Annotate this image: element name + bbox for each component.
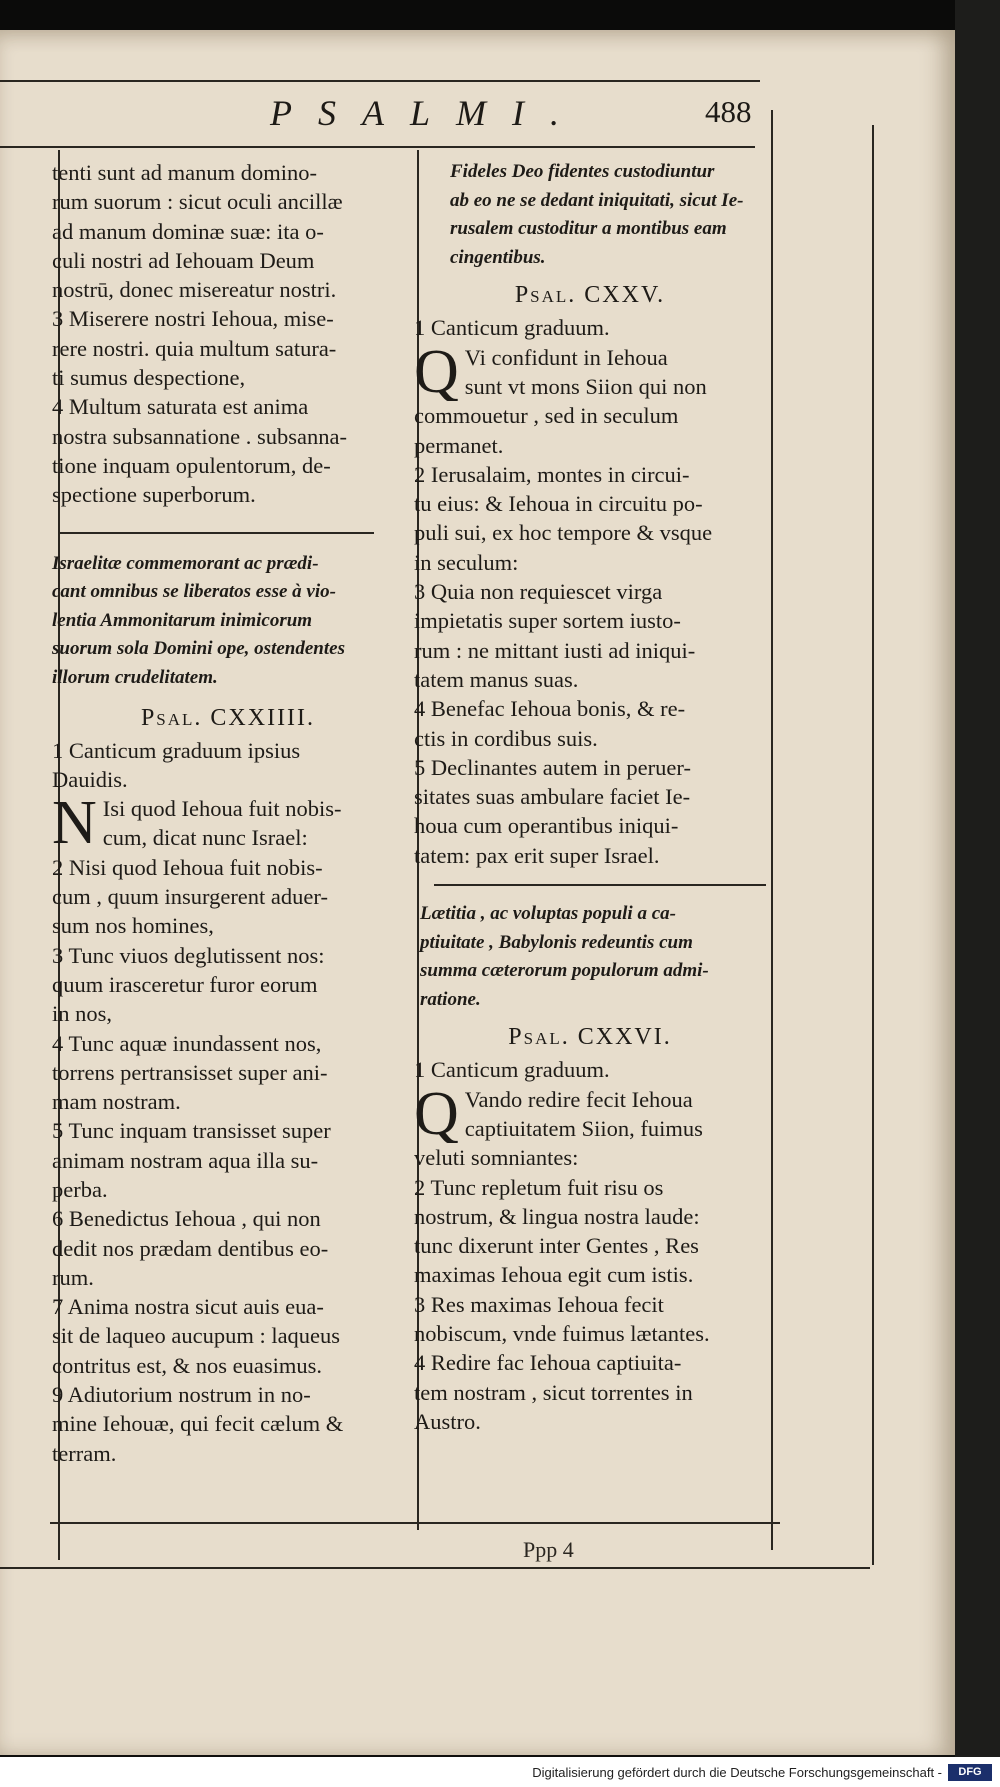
text-line: puli sui, ex hoc tempore & vsque	[414, 520, 713, 546]
text-line: rere nostri. quia multum satura-	[52, 335, 337, 361]
text-line: cum , quum insurgerent aduer-	[52, 884, 328, 910]
summary-line: cingentibus.	[450, 246, 546, 268]
text-line: Dauidis.	[52, 766, 128, 792]
summary-line: Israelitæ commemorant ac prædi-	[52, 552, 319, 574]
text-line: tem nostram , sicut torrentes in	[414, 1379, 693, 1405]
text-line: 1 Canticum graduum ipsius	[52, 737, 301, 763]
text-line: tunc dixerunt inter Gentes , Res	[414, 1233, 699, 1259]
summary-line: ptiuitate , Babylonis redeuntis cum	[420, 931, 693, 953]
text-line: in seculum:	[414, 549, 519, 575]
text-line: 2 Ierusalaim, montes in circui-	[414, 461, 690, 487]
text-line: nostra subsannatione . subsanna-	[52, 423, 347, 449]
text-line: ctis in cordibus suis.	[414, 725, 598, 751]
drop-capital: Q	[414, 342, 459, 402]
text-line: spectione superborum.	[52, 482, 256, 508]
text-line: 4 Benefac Iehoua bonis, & re-	[414, 696, 686, 722]
text-line: 2 Tunc repletum fuit risu os	[414, 1174, 664, 1200]
text-line: tione inquam opulentorum, de-	[52, 452, 331, 478]
digitization-credit: Digitalisierung gefördert durch die Deutsche Forschungsgemeinschaft -	[532, 1765, 942, 1780]
text-line: sunt vt mons Siion qui non	[464, 373, 707, 399]
right-column	[414, 158, 766, 1436]
text-line: Vi confidunt in Iehoua	[464, 344, 668, 370]
bottom-rule	[50, 1522, 780, 1524]
text-line: captiuitatem Siion, fuimus	[464, 1115, 703, 1141]
summary-line: Lætitia , ac voluptas populi a ca-	[420, 903, 676, 925]
drop-capital: N	[52, 794, 97, 853]
text-line: mine Iehouæ, qui fecit cælum &	[52, 1411, 344, 1437]
text-line: 5 Declinantes autem in peruer-	[414, 754, 691, 780]
text-line: quum irasceretur furor eorum	[52, 971, 318, 997]
summary-line: summa cæterorum populorum admi-	[420, 960, 709, 982]
text-line: nobiscum, vnde fuimus lætantes.	[414, 1321, 710, 1347]
text-line: contritus est, & nos euasimus.	[52, 1352, 322, 1378]
text-line: nostrū, donec misereatur nostri.	[52, 277, 337, 303]
text-line: 4 Tunc aquæ inundassent nos,	[52, 1030, 322, 1056]
psalm-123-continuation	[52, 158, 404, 510]
text-line: 3 Miserere nostri Iehoua, mise-	[52, 306, 334, 332]
header-top-rule	[0, 80, 760, 82]
psalm-126-heading: Psal. CXXVI.	[508, 1024, 672, 1051]
text-line: 4 Redire fac Iehoua captiuita-	[414, 1350, 682, 1376]
text-line: perba.	[52, 1176, 108, 1202]
text-line: 5 Tunc inquam transisset super	[52, 1118, 331, 1144]
text-line: culi nostri ad Iehouam Deum	[52, 247, 315, 273]
text-line: 4 Multum saturata est anima	[52, 394, 309, 420]
summary-line: suorum sola Domini ope, ostendentes	[52, 638, 345, 660]
text-line: animam nostram aqua illa su-	[52, 1147, 319, 1173]
text-line: ad manum dominæ suæ: ita o-	[52, 218, 324, 244]
lower-rule	[0, 1567, 870, 1569]
scan-top-border	[0, 0, 1000, 30]
text-line: houa cum operantibus iniqui-	[414, 813, 679, 839]
text-line: 3 Tunc viuos deglutissent nos:	[52, 942, 325, 968]
text-line: 6 Benedictus Iehoua , qui non	[52, 1206, 321, 1232]
left-column	[52, 158, 404, 1468]
text-line: mam nostram.	[52, 1089, 181, 1115]
text-line: Vando redire fecit Iehoua	[464, 1086, 693, 1112]
text-line: veluti somniantes:	[414, 1145, 579, 1171]
summary-line: Fideles Deo fidentes custodiuntur	[450, 161, 715, 182]
text-line: torrens pertransisset super ani-	[52, 1059, 328, 1085]
text-line: nostrum, & lingua nostra laude:	[414, 1203, 700, 1229]
section-separator	[58, 532, 374, 534]
summary-line: lentia Ammonitarum inimicorum	[52, 609, 313, 631]
summary-line: rusalem custoditur a montibus eam	[450, 218, 727, 240]
psalm-126-body	[414, 1055, 766, 1436]
text-line: tatem manus suas.	[414, 666, 579, 692]
scan-right-border	[955, 0, 1000, 1787]
text-line: Isi quod Iehoua fuit nobis-	[102, 796, 342, 822]
text-line: cum, dicat nunc Israel:	[102, 825, 308, 851]
text-line: rum : ne mittant iusti ad iniqui-	[414, 637, 696, 663]
psalm-125-opening	[414, 343, 766, 402]
dfg-logo: DFG	[948, 1764, 992, 1781]
text-line: impietatis super sortem iusto-	[414, 608, 681, 634]
header-bottom-rule	[0, 146, 755, 148]
text-line: dedit nos prædam dentibus eo-	[52, 1235, 329, 1261]
psalm-125-body	[414, 313, 766, 870]
psalm-124-summary	[52, 550, 404, 693]
text-line: rum.	[52, 1264, 94, 1290]
psalm-126-summary	[414, 900, 766, 1014]
text-line: ti sumus despectione,	[52, 365, 246, 391]
text-line: commouetur , sed in seculum	[414, 403, 679, 429]
text-line: 7 Anima nostra sicut auis eua-	[52, 1294, 324, 1320]
summary-line: cant omnibus se liberatos esse à vio-	[52, 581, 336, 603]
right-margin-rule	[771, 110, 773, 1550]
outer-right-rule	[872, 125, 874, 1565]
drop-capital: Q	[414, 1084, 459, 1144]
text-line: tatem: pax erit super Israel.	[414, 842, 660, 868]
text-line: tu eius: & Iehoua in circuitu po-	[414, 491, 703, 517]
text-line: 9 Adiutorium nostrum in no-	[52, 1382, 311, 1408]
text-line: 1 Canticum graduum.	[414, 1057, 610, 1083]
text-line: 3 Quia non requiescet virga	[414, 579, 663, 605]
psalm-125-heading: Psal. CXXV.	[514, 282, 666, 309]
text-line: permanet.	[414, 432, 504, 458]
psalm-124-opening	[52, 794, 404, 853]
section-separator	[434, 884, 766, 886]
summary-line: ab eo ne se dedant iniquitati, sicut Ie-	[450, 189, 744, 211]
psalm-125-summary	[414, 158, 766, 272]
text-line: 2 Nisi quod Iehoua fuit nobis-	[52, 854, 323, 880]
signature-mark: Ppp 4	[523, 1537, 574, 1562]
text-line: 1 Canticum graduum.	[414, 315, 610, 341]
text-line: Austro.	[414, 1408, 481, 1434]
text-line: rum suorum : sicut oculi ancillæ	[52, 189, 343, 215]
summary-line: ratione.	[420, 988, 481, 1010]
psalm-126-opening	[414, 1085, 766, 1144]
text-line: terram.	[52, 1440, 117, 1466]
psalm-124-heading: Psal. CXXIIII.	[140, 704, 316, 731]
text-line: tenti sunt ad manum domino-	[52, 160, 317, 185]
psalm-124-body	[52, 736, 404, 1468]
text-line: sit de laqueo aucupum : laqueus	[52, 1323, 341, 1349]
summary-line: illorum crudelitatem.	[52, 666, 218, 688]
text-line: 3 Res maximas Iehoua fecit	[414, 1291, 664, 1317]
running-title: PSALMI.	[270, 93, 585, 133]
page-number: 488	[705, 94, 752, 129]
text-line: sum nos homines,	[52, 913, 214, 939]
text-line: in nos,	[52, 1001, 113, 1027]
text-line: maximas Iehoua egit cum istis.	[414, 1262, 694, 1288]
text-line: sitates suas ambulare faciet Ie-	[414, 784, 691, 810]
digitization-footer	[0, 1757, 1000, 1787]
